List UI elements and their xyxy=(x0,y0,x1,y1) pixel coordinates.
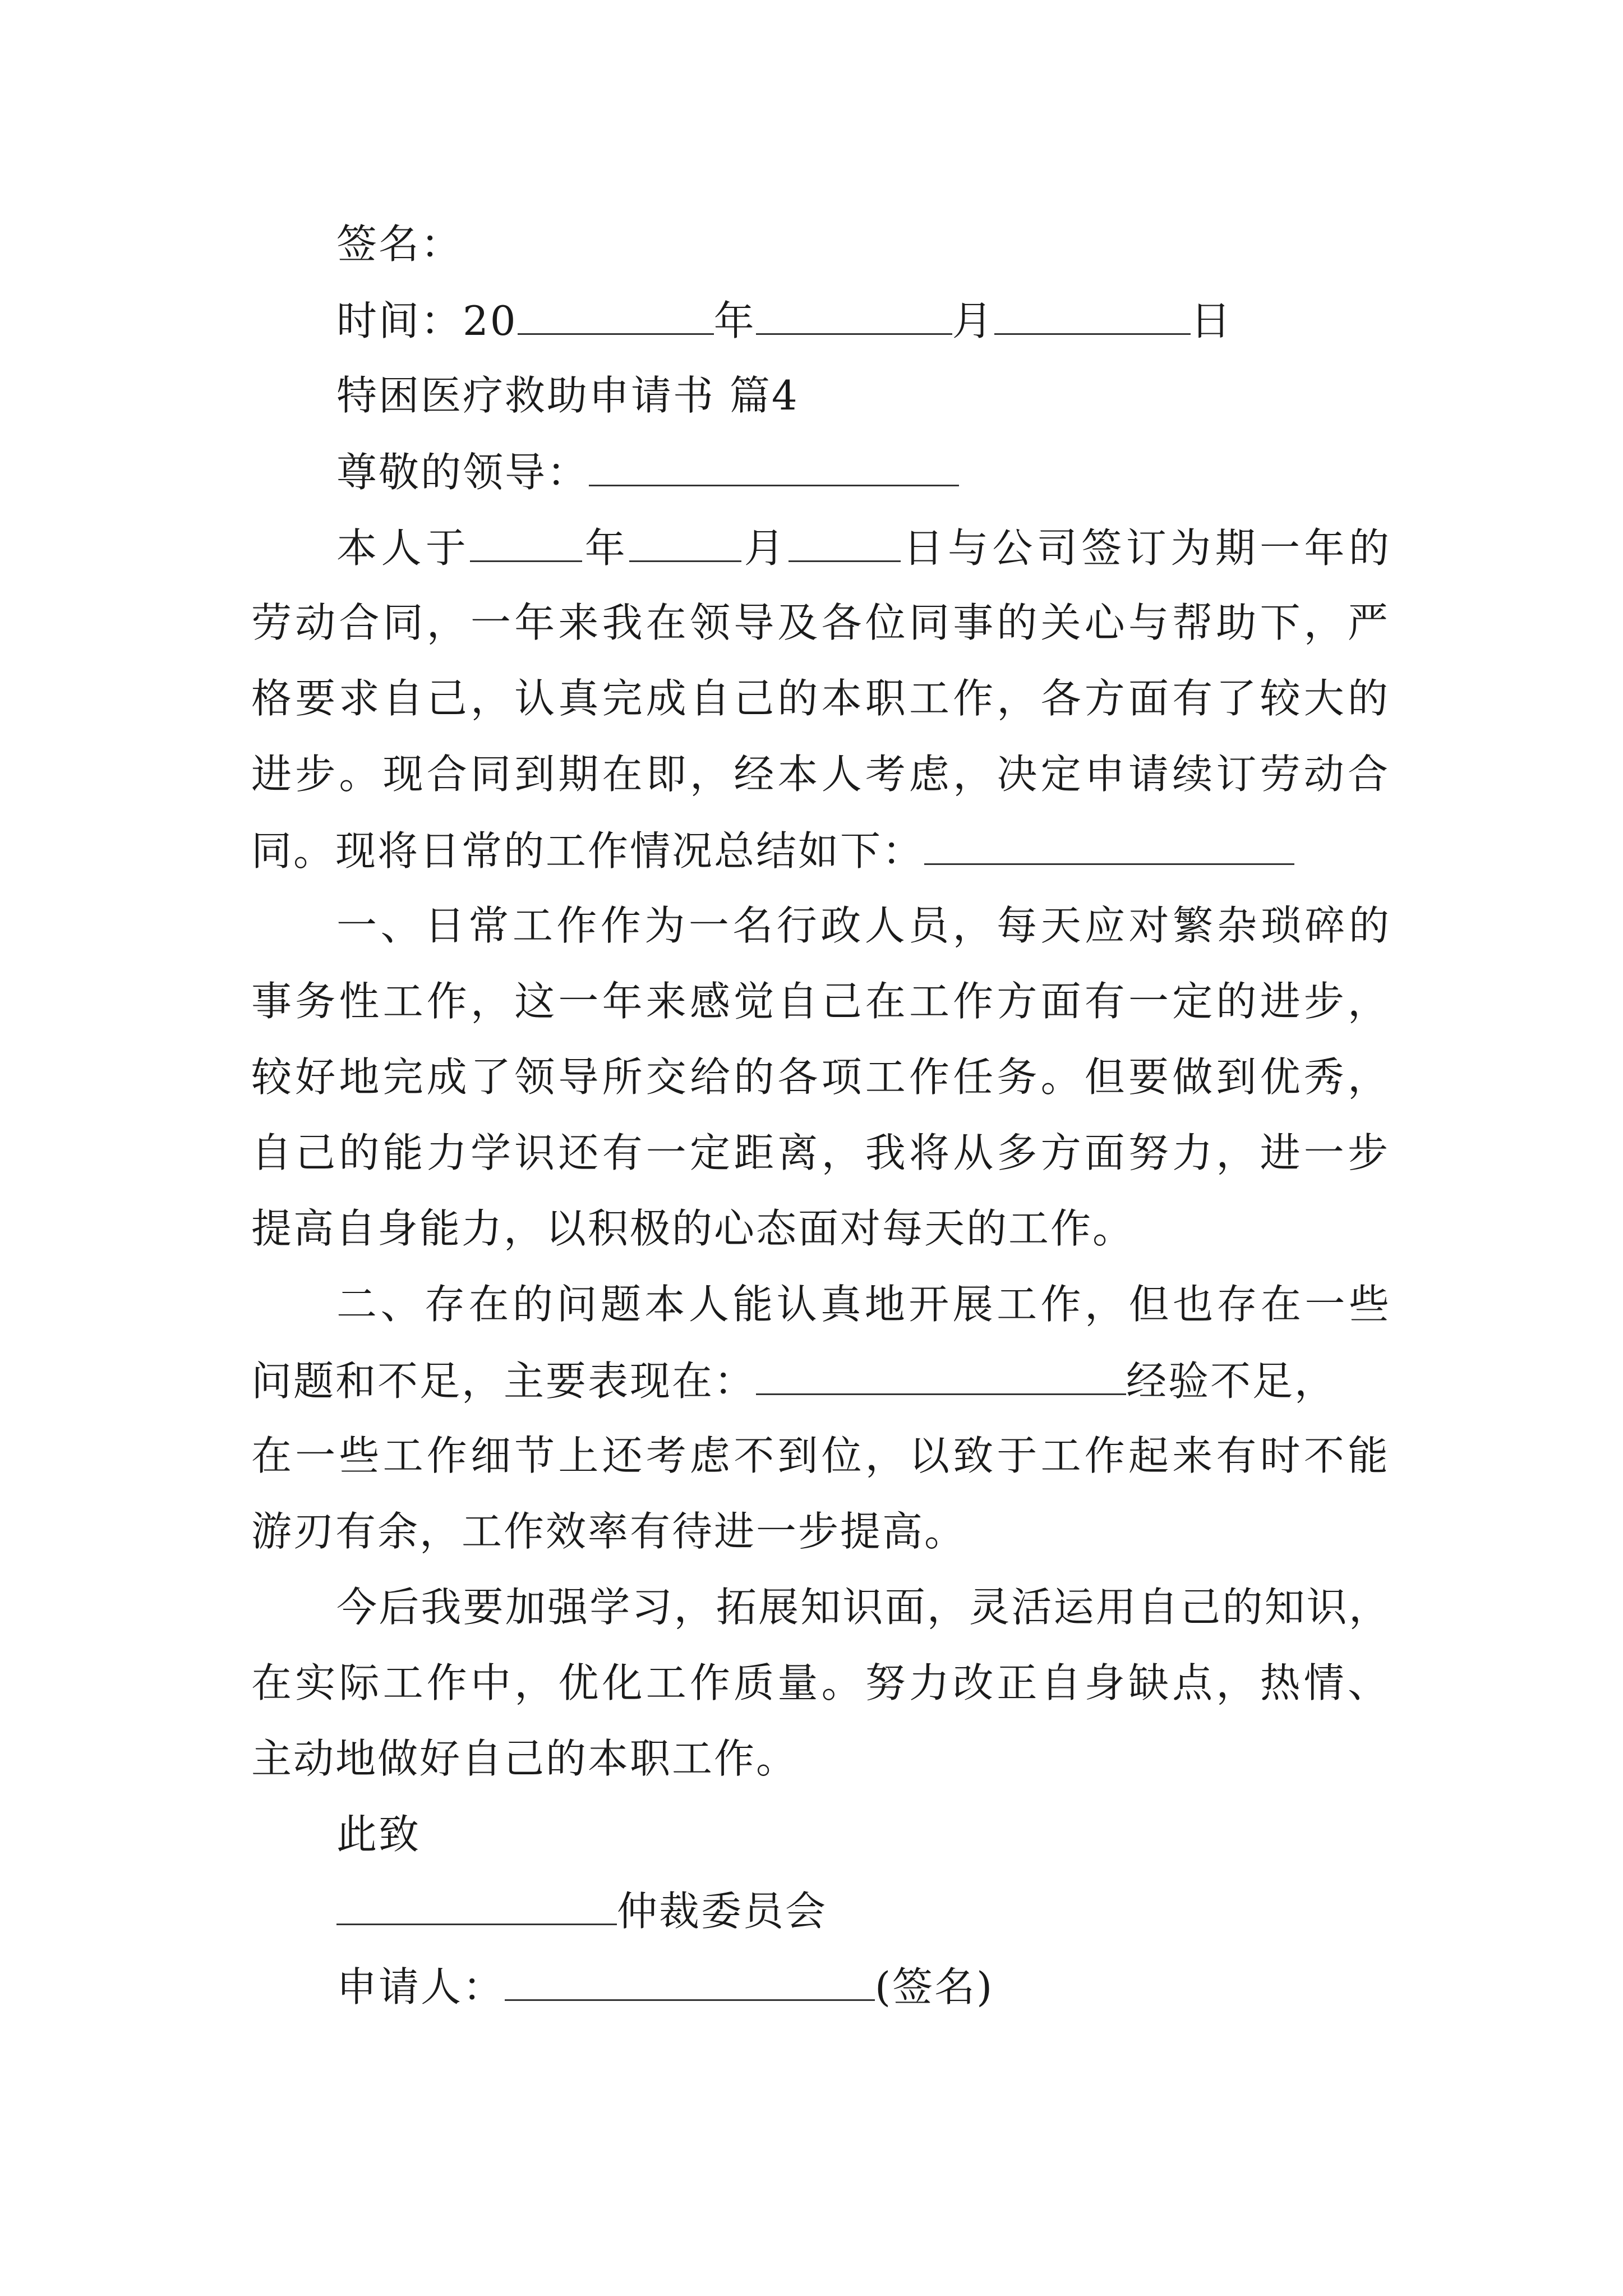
year-blank[interactable] xyxy=(518,292,714,335)
para2-line3: 较好地完成了领导所交给的各项工作任务。但要做到优秀， xyxy=(251,1053,1390,1101)
para3-line1: 二、存在的问题本人能认真地开展工作，但也存在一些 xyxy=(336,1281,1391,1328)
salutation-line xyxy=(336,443,1391,499)
para2-line5: 提高自身能力，以积极的心态面对每天的工作。 xyxy=(251,1205,1135,1252)
para2-line1: 一、日常工作作为一名行政人员，每天应对繁杂琐碎的 xyxy=(336,902,1391,949)
para4-line2: 在实际工作中，优化工作质量。努力改正自身缺点，热情、 xyxy=(251,1659,1390,1706)
committee-name-blank[interactable] xyxy=(336,1882,617,1925)
para1-line3: 格要求自己，认真完成自己的本职工作，各方面有了较大的 xyxy=(251,675,1390,722)
para2-line4: 自己的能力学识还有一定距离，我将从多方面努力，进一步 xyxy=(251,1129,1390,1176)
para4-line1: 今后我要加强学习，拓展知识面，灵活运用自己的知识， xyxy=(336,1584,1391,1631)
para2-line2: 事务性工作，这一年来感觉自己在工作方面有一定的进步， xyxy=(251,978,1390,1025)
signature-label: 签名： xyxy=(336,220,463,268)
recipient-line xyxy=(336,1882,1391,1938)
para1-month-label: 月 xyxy=(741,524,789,572)
para1-month-blank[interactable] xyxy=(629,519,741,562)
para1-year-label: 年 xyxy=(582,524,630,572)
applicant-suffix: (签名) xyxy=(875,1963,994,2010)
month-blank[interactable] xyxy=(756,292,952,335)
section-title xyxy=(336,367,1391,424)
para1-line4: 进步。现合同到期在即，经本人考虑，决定申请续订劳动合 xyxy=(251,751,1390,798)
para1-line1 xyxy=(336,519,1391,575)
para1-line5-text: 同。现将日常的工作情况总结如下： xyxy=(251,827,925,875)
para3-line3: 在一些工作细节上还考虑不到位，以致于工作起来有时不能 xyxy=(251,1432,1390,1479)
para3-line2-end: 经验不足， xyxy=(1126,1358,1337,1405)
para3-line2-start: 问题和不足，主要表现在： xyxy=(251,1358,757,1405)
applicant-label: 申请人： xyxy=(336,1963,505,2010)
section-title-text: 特困医疗救助申请书 篇4 xyxy=(336,372,799,419)
para1-day-blank[interactable] xyxy=(789,519,901,562)
date-line xyxy=(336,292,1391,348)
day-blank[interactable] xyxy=(994,292,1191,335)
problem-blank[interactable] xyxy=(756,1352,1126,1395)
salutation-text: 尊敬的领导： xyxy=(336,449,589,496)
recipient-text: 仲裁委员会 xyxy=(617,1888,828,1935)
para1-line5 xyxy=(251,822,1390,878)
applicant-line xyxy=(336,1958,1391,2014)
month-label: 月 xyxy=(952,297,994,344)
leader-name-blank[interactable] xyxy=(589,443,959,486)
signature-line xyxy=(336,216,1391,272)
para1-start: 本人于 xyxy=(336,524,471,572)
para1-rest: 日与公司签订为期一年的 xyxy=(901,524,1391,572)
para1-year-blank[interactable] xyxy=(470,519,582,562)
para3-line4: 游刃有余，工作效率有待进一步提高。 xyxy=(251,1508,967,1555)
closing-text: 此致 xyxy=(336,1811,421,1858)
date-label: 时间：20 xyxy=(336,297,518,344)
year-label: 年 xyxy=(713,297,756,344)
closing-line xyxy=(336,1806,1391,1862)
para1-line2: 劳动合同，一年来我在领导及各位同事的关心与帮助下，严 xyxy=(251,599,1390,646)
summary-blank[interactable] xyxy=(924,822,1294,865)
day-label: 日 xyxy=(1190,297,1233,344)
applicant-name-blank[interactable] xyxy=(505,1958,875,2001)
para4-line3: 主动地做好自己的本职工作。 xyxy=(251,1735,799,1782)
para3-line2 xyxy=(251,1352,1390,1408)
